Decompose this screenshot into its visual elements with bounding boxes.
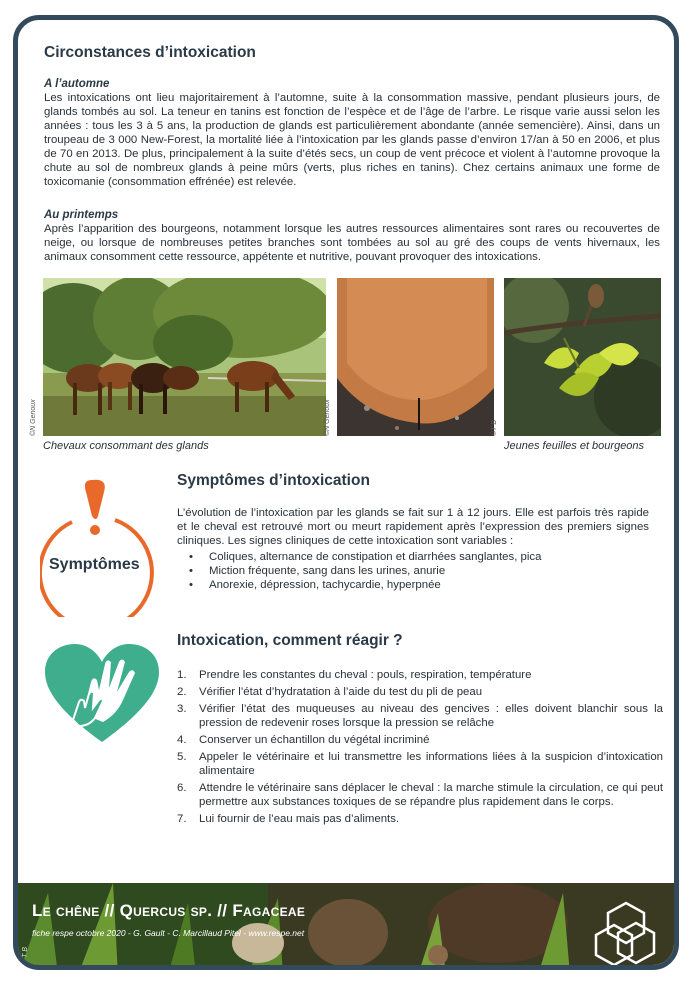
step-number: 3.: [177, 703, 187, 715]
heart-hands-icon: [43, 642, 161, 747]
footer-banner: [18, 883, 679, 970]
symptoms-icon: [40, 472, 160, 617]
react-title: Intoxication, comment réagir ?: [177, 632, 403, 649]
step-text: Conserver un échantillon du végétal incriminé: [199, 734, 430, 746]
step-number: 2.: [177, 686, 187, 698]
page-frame: [13, 15, 679, 970]
symptoms-icon-label: Symptômes: [49, 556, 140, 573]
photo3-credit: ©T B: [491, 419, 498, 436]
step-text: Lui fournir de l’eau mais pas d’aliments.: [199, 813, 400, 825]
footer-plant-title: Le chêne // Quercus sp. // Fagaceae: [32, 901, 306, 920]
step-number: 6.: [177, 782, 187, 794]
react-step: [177, 812, 663, 826]
photo1-credit: ©N Genoux: [30, 399, 37, 436]
step-text: Prendre les constantes du cheval : pouls, respiration, température: [199, 669, 532, 681]
circumstances-title: Circonstances d’intoxication: [44, 44, 256, 61]
step-number: 1.: [177, 669, 187, 681]
symptom-item: • Anorexie, dépression, tachycardie, hyperpnée: [177, 578, 649, 592]
autumn-subheading: A l’automne: [44, 78, 110, 90]
react-step: [177, 685, 663, 699]
react-step: [177, 781, 663, 809]
react-steps-list: [177, 668, 663, 829]
symptoms-list: [177, 550, 649, 592]
symptoms-intro: L’évolution de l’intoxication par les glands se fait sur 1 à 12 jours. Elle est parfois très rapide et le cheval est retrouvé mort ou meurt rapidement après l’expression des premiers signes cliniques. Les signes cliniques de cette intoxication sont variables :: [177, 507, 649, 547]
step-number: 5.: [177, 751, 187, 763]
react-step: [177, 702, 663, 730]
spring-subheading: Au printemps: [44, 209, 119, 221]
step-text: Vérifier l’état d’hydratation à l’aide du test du pli de peau: [199, 686, 483, 698]
symptoms-title: Symptômes d’intoxication: [177, 472, 370, 489]
photo3-caption: Jeunes feuilles et bourgeons: [504, 440, 645, 452]
react-step: [177, 733, 663, 747]
step-text: Vérifier l’état des muqueuses au niveau des gencives : elles doivent blanchir sous la pression de redevenir roses lorsque la pression se relâche: [199, 703, 663, 729]
footer-credit: © T B: [22, 947, 29, 965]
symptom-item: • Miction fréquente, sang dans les urines, anurie: [177, 564, 649, 578]
react-step: [177, 750, 663, 778]
footer-source-line: fiche respe octobre 2020 - G. Gault - C. Marcillaud Pitel - www.respe.net: [32, 928, 305, 938]
photo-horses-eating-acorns: [43, 278, 326, 436]
photo2-credit: ©N Genoux: [324, 399, 331, 436]
photo-young-leaves-buds: [504, 278, 661, 436]
react-step: [177, 668, 663, 682]
step-number: 7.: [177, 813, 187, 825]
autumn-paragraph: Les intoxications ont lieu majoritairement à l’automne, suite à la consommation massive, pendant plusieurs jours, de glands tombés au sol. La teneur en tanins est fonction de l’espèce et de l’âge de l’arbre. Le risque varie aussi selon les années : tous les 3 à 5 ans, la production de glands est particulièrement abondante (année semencière). Ainsi, dans un troupeau de 3 000 New-Forest, la mortalité liée à l’intoxication par les glands passe d’environ 17/an à 50 en 2006, et plus de 70 en 2013. De plus, principalement à la suite d’étés secs, un coup de vent précoce et violent à l’automne provoque la chute au sol de nombreux glands à peine mûrs (verts, plus riches en tanins). Chez certains animaux une forme de toxicomanie (consommation effrénée) est relevée.: [44, 92, 660, 188]
step-text: Attendre le vétérinaire sans déplacer le cheval : la marche stimule la circulation, ce qui peut permettre aux substances toxiques de se répandre plus rapidement dans le corps.: [199, 782, 663, 808]
step-number: 4.: [177, 734, 187, 746]
step-text: Appeler le vétérinaire et lui transmettre les informations liées à la suspicion d’intoxication alimentaire: [199, 751, 663, 777]
photo-horse-muzzle-ground: [337, 278, 494, 436]
photo1-caption: Chevaux consommant des glands: [43, 440, 209, 452]
spring-paragraph: Après l’apparition des bourgeons, notamment lorsque les autres ressources alimentaires sont rares ou recouvertes de neige, ou lorsque de nombreuses petites branches sont tombées au sol au gré des coups de vents hivernaux, les animaux consomment cette ressource, appétente et nutritive, pouvant provoquer des intoxications.: [44, 223, 660, 263]
symptom-item: • Coliques, alternance de constipation et diarrhées sanglantes, pica: [177, 550, 649, 564]
